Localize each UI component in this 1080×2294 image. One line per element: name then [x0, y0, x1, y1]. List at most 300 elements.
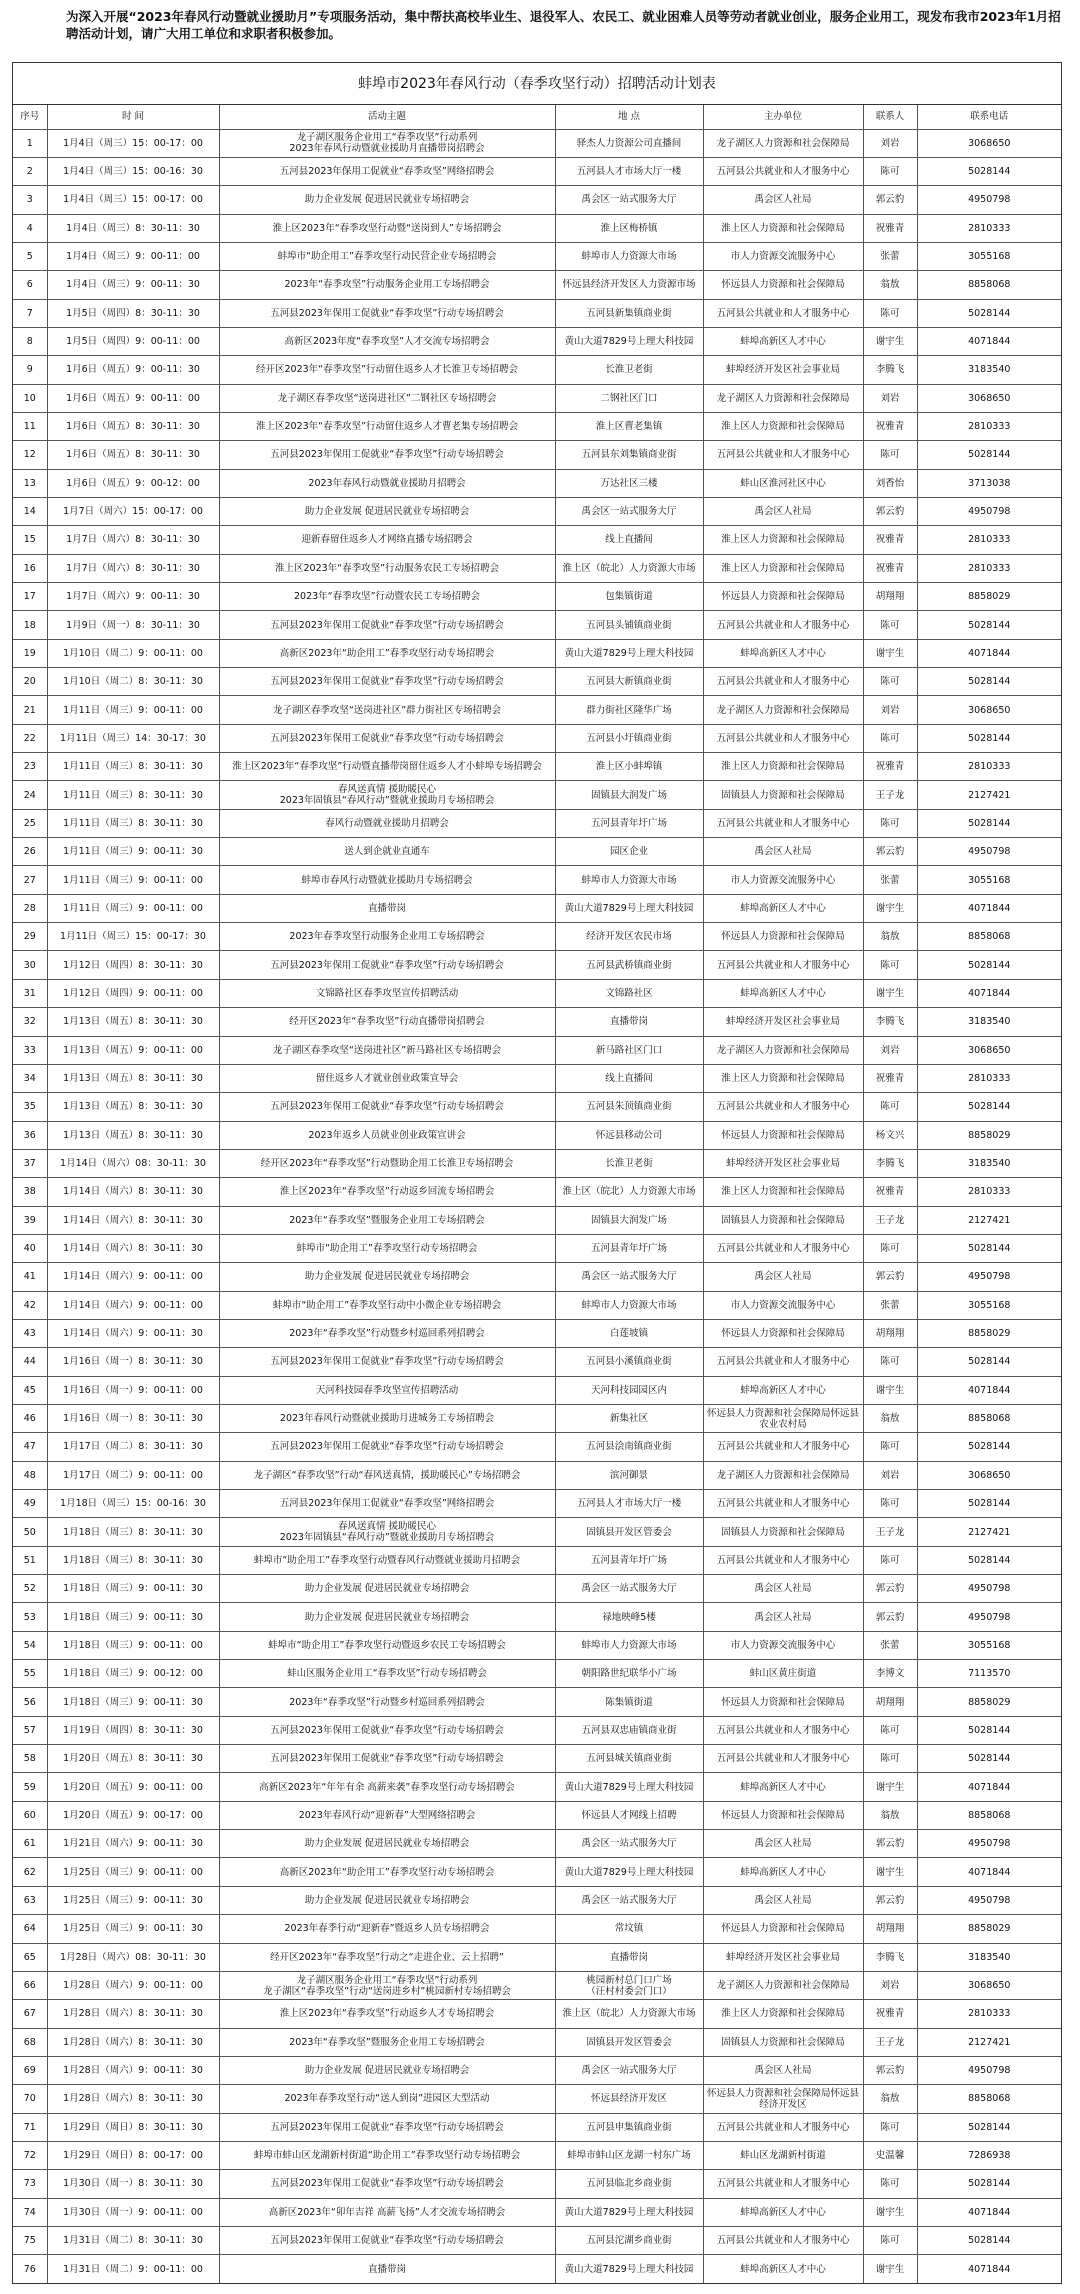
- row-contact: 李腾飞: [875, 1951, 905, 1963]
- table-row: [13, 979, 1061, 1007]
- row-contact-cell: [863, 412, 917, 440]
- row-theme-cell: [219, 384, 555, 412]
- row-index: 36: [23, 1129, 36, 1141]
- row-location-cell: [555, 1206, 703, 1234]
- row-time: 1月25日（周三）9：00-11：30: [63, 1923, 203, 1935]
- row-contact: 谢宇生: [875, 647, 905, 659]
- row-time: 1月18日（周三）9：00-12：00: [63, 1668, 203, 1680]
- row-phone-cell: [917, 1801, 1061, 1829]
- row-location: 五河县浍南镇商业街: [586, 1441, 672, 1453]
- row-time: 1月12日（周四）9：00-11：00: [63, 987, 203, 999]
- row-theme: 淮上区2023年“春季攻坚”行动留住返乡人才曹老集专场招聘会: [255, 421, 519, 433]
- row-location-cell: [555, 753, 703, 781]
- row-organizer-cell: [703, 1915, 863, 1943]
- row-organizer: 五河县公共就业和人才服务中心: [716, 1101, 850, 1113]
- row-location-cell: [555, 299, 703, 327]
- row-contact: 李博文: [875, 1668, 905, 1680]
- row-theme: 助力企业发展 促进居民就业专场招聘会: [304, 1611, 470, 1623]
- row-time: 1月13日（周五）9：00-11：00: [63, 1044, 203, 1056]
- table-row: [13, 1093, 1061, 1121]
- row-organizer: 禹会区人社局: [754, 846, 812, 858]
- row-time: 1月11日（周三）14：30-17：30: [60, 732, 206, 744]
- row-phone-cell: [917, 1348, 1061, 1376]
- row-location: 五河县新集镇商业街: [586, 307, 672, 319]
- row-index: 1: [26, 137, 33, 149]
- row-contact: 刘香怡: [875, 477, 905, 489]
- row-organizer-cell: [703, 1716, 863, 1744]
- table-row: [13, 1461, 1061, 1489]
- row-contact-cell: [863, 1008, 917, 1036]
- row-contact-cell: [863, 1603, 917, 1631]
- row-contact: 胡翔翔: [875, 1923, 905, 1935]
- row-phone-cell: [917, 384, 1061, 412]
- row-phone: 5028144: [968, 307, 1011, 319]
- row-phone: 4950798: [968, 2065, 1011, 2077]
- row-index: 3: [26, 194, 33, 206]
- row-theme: 2023年返乡人员就业创业政策宣讲会: [308, 1129, 466, 1141]
- row-organizer: 蚌埠高新区人才中心: [740, 1781, 826, 1793]
- row-contact: 谢宇生: [875, 1384, 905, 1396]
- row-index-cell: [13, 1716, 47, 1744]
- row-location-cell: [555, 271, 703, 299]
- row-location-cell: [555, 1518, 703, 1546]
- row-phone-cell: [917, 2028, 1061, 2056]
- row-index: 28: [23, 902, 36, 914]
- row-organizer: 蚌埠高新区人才中心: [740, 987, 826, 999]
- row-phone: 5028144: [968, 1498, 1011, 1510]
- row-contact: 郭云豹: [875, 1838, 905, 1850]
- row-index: 30: [23, 959, 36, 971]
- row-index-cell: [13, 2028, 47, 2056]
- row-location: 线上直播间: [605, 534, 653, 546]
- row-index-cell: [13, 583, 47, 611]
- row-location: 禹会区一站式服务大厅: [581, 1583, 677, 1595]
- row-phone: 5028144: [968, 2121, 1011, 2133]
- row-theme-cell: [219, 781, 555, 809]
- row-contact: 刘岩: [880, 392, 900, 404]
- row-theme-cell: [219, 1291, 555, 1319]
- row-organizer-cell: [703, 1291, 863, 1319]
- row-index-cell: [13, 469, 47, 497]
- row-time: 1月6日（周五）8：30-11：30: [66, 421, 200, 433]
- row-time-cell: [47, 639, 219, 667]
- schedule-table-container: [12, 62, 1062, 2284]
- row-location-cell: [555, 1319, 703, 1347]
- row-contact-cell: [863, 1490, 917, 1518]
- row-organizer: 淮上区人力资源和社会保障局: [721, 761, 845, 773]
- table-row: [13, 1660, 1061, 1688]
- row-index: 39: [23, 1214, 36, 1226]
- row-phone-cell: [917, 2141, 1061, 2169]
- row-phone: 3183540: [968, 1951, 1011, 1963]
- row-phone-cell: [917, 1036, 1061, 1064]
- row-theme-cell: [219, 299, 555, 327]
- row-theme-cell: [219, 1603, 555, 1631]
- row-organizer: 固镇县人力资源和社会保障局: [721, 789, 845, 801]
- table-row: [13, 1234, 1061, 1262]
- row-organizer: 怀远县人力资源和社会保障局: [721, 1328, 845, 1340]
- row-location-cell: [555, 1801, 703, 1829]
- row-index: 58: [23, 1753, 36, 1765]
- row-contact: 刘岩: [880, 704, 900, 716]
- row-contact: 李腾飞: [875, 1158, 905, 1170]
- row-time-cell: [47, 1093, 219, 1121]
- row-time: 1月4日（周三）8：30-11：30: [66, 222, 200, 234]
- header-theme: 活动主题: [219, 105, 555, 129]
- row-contact-cell: [863, 1773, 917, 1801]
- row-theme-cell: [219, 1546, 555, 1574]
- row-theme: 五河县2023年保用工促就业“春季攻坚”行动专场招聘会: [270, 676, 504, 688]
- row-theme: 五河县2023年保用工促就业“春季攻坚”行动专场招聘会: [270, 732, 504, 744]
- row-time: 1月13日（周五）8：30-11：30: [63, 1073, 203, 1085]
- row-contact: 陈可: [880, 1356, 900, 1368]
- row-contact-cell: [863, 2198, 917, 2226]
- row-index: 65: [23, 1951, 36, 1963]
- row-index-cell: [13, 441, 47, 469]
- row-contact-cell: [863, 809, 917, 837]
- table-row: [13, 1064, 1061, 1092]
- row-theme-cell: [219, 2170, 555, 2198]
- row-index: 64: [23, 1923, 36, 1935]
- row-phone: 5028144: [968, 732, 1011, 744]
- row-phone: 4071844: [968, 2206, 1011, 2218]
- row-index: 76: [23, 2263, 36, 2275]
- row-organizer: 五河县公共就业和人才服务中心: [716, 817, 850, 829]
- row-location-cell: [555, 157, 703, 185]
- row-contact-cell: [863, 214, 917, 242]
- row-phone: 3068650: [968, 392, 1011, 404]
- row-location: 五河县头铺镇商业街: [586, 619, 672, 631]
- row-organizer: 禹会区人社局: [754, 506, 812, 518]
- row-phone: 5028144: [968, 817, 1011, 829]
- row-phone: 8858029: [968, 1696, 1011, 1708]
- row-location-cell: [555, 2141, 703, 2169]
- row-index-cell: [13, 1631, 47, 1659]
- row-phone-cell: [917, 866, 1061, 894]
- row-organizer-cell: [703, 1631, 863, 1659]
- row-contact-cell: [863, 1433, 917, 1461]
- row-theme: 经开区2023年“春季攻坚”行动留住返乡人才长淮卫专场招聘会: [255, 364, 519, 376]
- row-contact-cell: [863, 186, 917, 214]
- row-phone-cell: [917, 2056, 1061, 2084]
- row-theme-cell: [219, 809, 555, 837]
- row-location-cell: [555, 894, 703, 922]
- row-organizer-cell: [703, 1886, 863, 1914]
- row-location: 朝阳路世纪联华小广场: [581, 1668, 677, 1680]
- row-index: 46: [23, 1413, 36, 1425]
- row-theme-cell: [219, 1716, 555, 1744]
- row-index-cell: [13, 271, 47, 299]
- row-theme-cell: [219, 696, 555, 724]
- row-phone-cell: [917, 441, 1061, 469]
- row-index-cell: [13, 526, 47, 554]
- row-index-cell: [13, 157, 47, 185]
- row-contact-cell: [863, 2170, 917, 2198]
- row-index: 24: [23, 789, 36, 801]
- row-location-cell: [555, 668, 703, 696]
- row-location: 五河县武桥镇商业街: [586, 959, 672, 971]
- table-row: [13, 1943, 1061, 1971]
- row-theme-cell: [219, 2028, 555, 2056]
- row-organizer: 蚌埠经济开发区社会事业局: [725, 364, 840, 376]
- row-location-cell: [555, 1886, 703, 1914]
- row-theme: 五河县2023年保用工促就业“春季攻坚”行动专场招聘会: [270, 619, 504, 631]
- row-location-cell: [555, 2170, 703, 2198]
- row-location-cell: [555, 979, 703, 1007]
- row-phone-cell: [917, 1688, 1061, 1716]
- row-index-cell: [13, 1490, 47, 1518]
- row-phone: 8858029: [968, 1129, 1011, 1141]
- row-index: 34: [23, 1073, 36, 1085]
- row-theme-cell: [219, 2255, 555, 2283]
- row-index: 19: [23, 647, 36, 659]
- row-index-cell: [13, 1943, 47, 1971]
- row-organizer: 蚌埠高新区人才中心: [740, 2206, 826, 2218]
- row-organizer-cell: [703, 2255, 863, 2283]
- row-contact: 陈可: [880, 1753, 900, 1765]
- row-organizer-cell: [703, 327, 863, 355]
- row-organizer: 怀远县人力资源和社会保障局: [721, 931, 845, 943]
- row-contact-cell: [863, 1461, 917, 1489]
- row-theme-cell: [219, 1773, 555, 1801]
- row-index-cell: [13, 1319, 47, 1347]
- table-row: [13, 2255, 1061, 2283]
- row-index-cell: [13, 1376, 47, 1404]
- row-organizer-cell: [703, 1149, 863, 1177]
- row-contact-cell: [863, 724, 917, 752]
- row-index: 32: [23, 1016, 36, 1028]
- row-time-cell: [47, 1206, 219, 1234]
- row-theme-cell: [219, 412, 555, 440]
- row-organizer-cell: [703, 2056, 863, 2084]
- row-organizer: 市人力资源交流服务中心: [730, 1639, 836, 1651]
- row-organizer-cell: [703, 979, 863, 1007]
- row-contact-cell: [863, 299, 917, 327]
- row-contact-cell: [863, 753, 917, 781]
- row-location: 五河县双忠庙镇商业街: [581, 1724, 677, 1736]
- row-index: 37: [23, 1158, 36, 1170]
- row-organizer-cell: [703, 1971, 863, 1999]
- row-organizer-cell: [703, 583, 863, 611]
- row-time: 1月9日（周一）8：30-11：30: [66, 619, 200, 631]
- row-contact-cell: [863, 157, 917, 185]
- row-location: 包集镇街道: [605, 591, 653, 603]
- row-location: 黄山大道7829号上理大科技园: [564, 2206, 694, 2218]
- row-organizer-cell: [703, 1490, 863, 1518]
- row-organizer: 固镇县人力资源和社会保障局: [721, 1526, 845, 1538]
- row-theme-cell: [219, 214, 555, 242]
- row-time-cell: [47, 809, 219, 837]
- row-index-cell: [13, 1773, 47, 1801]
- row-location-cell: [555, 1943, 703, 1971]
- row-location-cell: [555, 1263, 703, 1291]
- row-contact: 祝雅青: [875, 562, 905, 574]
- row-time: 1月20日（周五）9：00-11：00: [63, 1781, 203, 1793]
- row-index: 2: [26, 166, 33, 178]
- row-phone: 8858029: [968, 591, 1011, 603]
- table-row: [13, 1915, 1061, 1943]
- row-theme-cell: [219, 951, 555, 979]
- table-row: [13, 1801, 1061, 1829]
- row-phone: 5028144: [968, 1554, 1011, 1566]
- row-theme: 蚌埠市“助企用工”春季攻坚行动专场招聘会: [296, 1243, 478, 1255]
- row-time: 1月7日（周六）9：00-11：30: [66, 591, 200, 603]
- row-time-cell: [47, 1603, 219, 1631]
- row-phone: 2127421: [968, 1214, 1011, 1226]
- row-index: 7: [26, 307, 33, 319]
- row-time: 1月18日（周三）9：00-11：00: [63, 1639, 203, 1651]
- row-organizer: 五河县公共就业和人才服务中心: [716, 1753, 850, 1765]
- row-time-cell: [47, 1745, 219, 1773]
- row-phone: 4071844: [968, 987, 1011, 999]
- row-phone-cell: [917, 1745, 1061, 1773]
- row-phone-cell: [917, 2085, 1061, 2113]
- row-time: 1月18日（周三）15：00-16：30: [60, 1498, 206, 1510]
- row-index-cell: [13, 384, 47, 412]
- row-time-cell: [47, 668, 219, 696]
- row-contact: 谢宇生: [875, 336, 905, 348]
- row-theme-cell: [219, 327, 555, 355]
- row-phone: 2810333: [968, 2008, 1011, 2020]
- row-phone: 4071844: [968, 1384, 1011, 1396]
- row-index-cell: [13, 1575, 47, 1603]
- row-time-cell: [47, 1376, 219, 1404]
- row-time-cell: [47, 753, 219, 781]
- header-index: 序号: [13, 105, 47, 129]
- row-index-cell: [13, 356, 47, 384]
- row-theme: 助力企业发展 促进居民就业专场招聘会: [304, 506, 470, 518]
- row-phone: 5028144: [968, 1724, 1011, 1736]
- row-phone-cell: [917, 696, 1061, 724]
- row-index-cell: [13, 1660, 47, 1688]
- row-time-cell: [47, 2028, 219, 2056]
- row-index-cell: [13, 299, 47, 327]
- row-location-cell: [555, 2085, 703, 2113]
- row-time-cell: [47, 1971, 219, 1999]
- row-location-cell: [555, 1008, 703, 1036]
- row-theme: 助力企业发展 促进居民就业专场招聘会: [304, 1583, 470, 1595]
- row-index: 38: [23, 1186, 36, 1198]
- row-index-cell: [13, 1263, 47, 1291]
- row-location: 禹会区一站式服务大厅: [581, 506, 677, 518]
- row-phone: 5028144: [968, 1441, 1011, 1453]
- row-index-cell: [13, 1008, 47, 1036]
- row-location-cell: [555, 2255, 703, 2283]
- row-location: 二钢社区门口: [600, 392, 658, 404]
- row-time-cell: [47, 1178, 219, 1206]
- row-time: 1月11日（周三）9：00-11：30: [63, 846, 203, 858]
- row-phone-cell: [917, 2255, 1061, 2283]
- row-contact-cell: [863, 696, 917, 724]
- row-index-cell: [13, 724, 47, 752]
- row-time-cell: [47, 2000, 219, 2028]
- row-theme-cell: [219, 271, 555, 299]
- row-phone: 3068650: [968, 704, 1011, 716]
- row-theme-cell: [219, 2198, 555, 2226]
- row-contact-cell: [863, 1206, 917, 1234]
- row-theme-cell: [219, 2226, 555, 2254]
- row-organizer-cell: [703, 1660, 863, 1688]
- table-row: [13, 299, 1061, 327]
- row-time-cell: [47, 1773, 219, 1801]
- row-theme: 蚌埠市“助企用工”春季攻坚行动民营企业专场招聘会: [277, 251, 497, 263]
- row-location: 黄山大道7829号上理大科技园: [564, 1866, 694, 1878]
- row-organizer-cell: [703, 1518, 863, 1546]
- row-contact-cell: [863, 1830, 917, 1858]
- row-index: 49: [23, 1498, 36, 1510]
- row-location: 黄山大道7829号上理大科技园: [564, 902, 694, 914]
- row-contact-cell: [863, 271, 917, 299]
- row-time: 1月16日（周一）8：30-11：30: [63, 1413, 203, 1425]
- row-location-cell: [555, 1064, 703, 1092]
- row-contact-cell: [863, 1915, 917, 1943]
- row-index-cell: [13, 2198, 47, 2226]
- row-location: 五河县青年圩广场: [590, 817, 667, 829]
- row-time-cell: [47, 724, 219, 752]
- row-index: 54: [23, 1639, 36, 1651]
- row-time-cell: [47, 1490, 219, 1518]
- row-index-cell: [13, 1348, 47, 1376]
- row-location-cell: [555, 611, 703, 639]
- row-time-cell: [47, 1886, 219, 1914]
- row-theme: 春风送真情 援助暖民心 2023年固镇县“春风行动”暨就业援助月专场招聘会: [279, 1521, 495, 1544]
- row-time-cell: [47, 951, 219, 979]
- row-phone: 2810333: [968, 562, 1011, 574]
- row-organizer: 龙子湖区人力资源和社会保障局: [716, 392, 850, 404]
- row-organizer: 五河县公共就业和人才服务中心: [716, 1724, 850, 1736]
- row-index-cell: [13, 753, 47, 781]
- row-phone-cell: [917, 1064, 1061, 1092]
- row-phone-cell: [917, 2000, 1061, 2028]
- table-row: [13, 1858, 1061, 1886]
- row-location-cell: [555, 356, 703, 384]
- table-row: [13, 696, 1061, 724]
- row-location-cell: [555, 1093, 703, 1121]
- table-row: [13, 866, 1061, 894]
- row-contact: 祝雅青: [875, 421, 905, 433]
- row-theme: 送人到企就业直通车: [344, 846, 430, 858]
- row-theme-cell: [219, 1178, 555, 1206]
- row-index-cell: [13, 1603, 47, 1631]
- row-theme: 蚌埠市蚌山区龙湖新村街道“助企用工”春季攻坚行动专场招聘会: [253, 2150, 521, 2162]
- row-index: 53: [23, 1611, 36, 1623]
- row-time-cell: [47, 1064, 219, 1092]
- row-theme-cell: [219, 1064, 555, 1092]
- row-phone: 5028144: [968, 959, 1011, 971]
- row-theme-cell: [219, 2085, 555, 2113]
- row-phone: 2810333: [968, 1073, 1011, 1085]
- row-theme-cell: [219, 1943, 555, 1971]
- row-organizer: 市人力资源交流服务中心: [730, 251, 836, 263]
- table-row: [13, 271, 1061, 299]
- row-phone-cell: [917, 838, 1061, 866]
- row-phone: 3183540: [968, 1158, 1011, 1170]
- row-organizer: 禹会区人社局: [754, 1894, 812, 1906]
- row-time-cell: [47, 2113, 219, 2141]
- row-time-cell: [47, 1830, 219, 1858]
- row-phone: 3055168: [968, 251, 1011, 263]
- row-theme-cell: [219, 1801, 555, 1829]
- row-time: 1月4日（周三）15：00-17：00: [63, 137, 203, 149]
- row-contact-cell: [863, 1263, 917, 1291]
- row-index: 10: [23, 392, 36, 404]
- row-location-cell: [555, 1149, 703, 1177]
- row-phone-cell: [917, 1263, 1061, 1291]
- table-row: [13, 668, 1061, 696]
- row-index-cell: [13, 1234, 47, 1262]
- row-organizer: 五河县公共就业和人才服务中心: [716, 1243, 850, 1255]
- row-location: 万达社区三楼: [600, 477, 658, 489]
